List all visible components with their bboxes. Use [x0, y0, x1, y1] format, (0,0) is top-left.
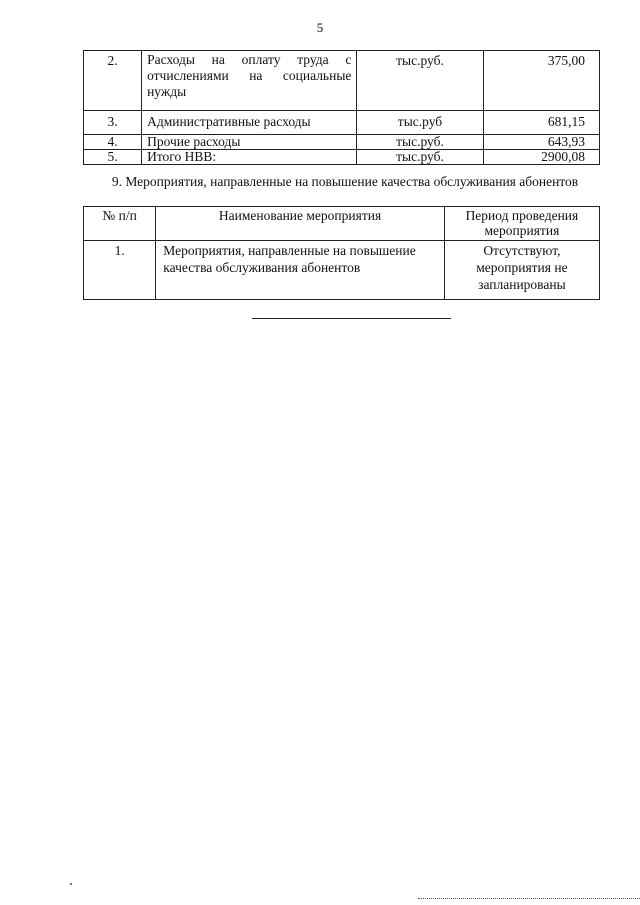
- scan-speck: [70, 883, 72, 885]
- row-unit: тыс.руб: [357, 111, 483, 135]
- table-row: [84, 51, 600, 111]
- row-value: 375,00: [483, 51, 599, 111]
- section-heading: 9. Мероприятия, направленные на повышение качества обслуживания абонентов: [111, 174, 579, 189]
- footer-rule: [418, 898, 640, 899]
- row-value: 643,93: [483, 135, 599, 150]
- row-number: 2.: [84, 51, 142, 111]
- row-name: Итого НВВ:: [142, 150, 357, 165]
- header-period: Период проведения мероприятия: [444, 207, 599, 241]
- table-header-row: [84, 207, 600, 241]
- header-number: № п/п: [84, 207, 156, 241]
- row-number: 5.: [84, 150, 142, 165]
- row-number: 3.: [84, 111, 142, 135]
- row-unit: тыс.руб.: [357, 51, 483, 111]
- page-number: 5: [316, 20, 324, 35]
- row-period: Отсутствуют, мероприятия не запланированы: [444, 241, 599, 300]
- table-row: [84, 150, 600, 165]
- row-unit: тыс.руб.: [357, 135, 483, 150]
- table-row: [84, 241, 600, 300]
- row-value: 681,15: [483, 111, 599, 135]
- row-number: 1.: [84, 241, 156, 300]
- row-name: Расходы на оплату труда с отчислениями на социальные нужды: [142, 51, 357, 111]
- row-number: 4.: [84, 135, 142, 150]
- row-name: Мероприятия, направленные на повышение качества обслуживания абонентов: [156, 241, 445, 300]
- closing-rule: [252, 318, 451, 319]
- table-row: [84, 135, 600, 150]
- header-name: Наименование мероприятия: [156, 207, 445, 241]
- row-unit: тыс.руб.: [357, 150, 483, 165]
- events-table: [83, 206, 600, 300]
- row-value: 2900,08: [483, 150, 599, 165]
- table-row: [84, 111, 600, 135]
- cost-table: [83, 50, 600, 165]
- row-name: Прочие расходы: [142, 135, 357, 150]
- row-name: Административные расходы: [142, 111, 357, 135]
